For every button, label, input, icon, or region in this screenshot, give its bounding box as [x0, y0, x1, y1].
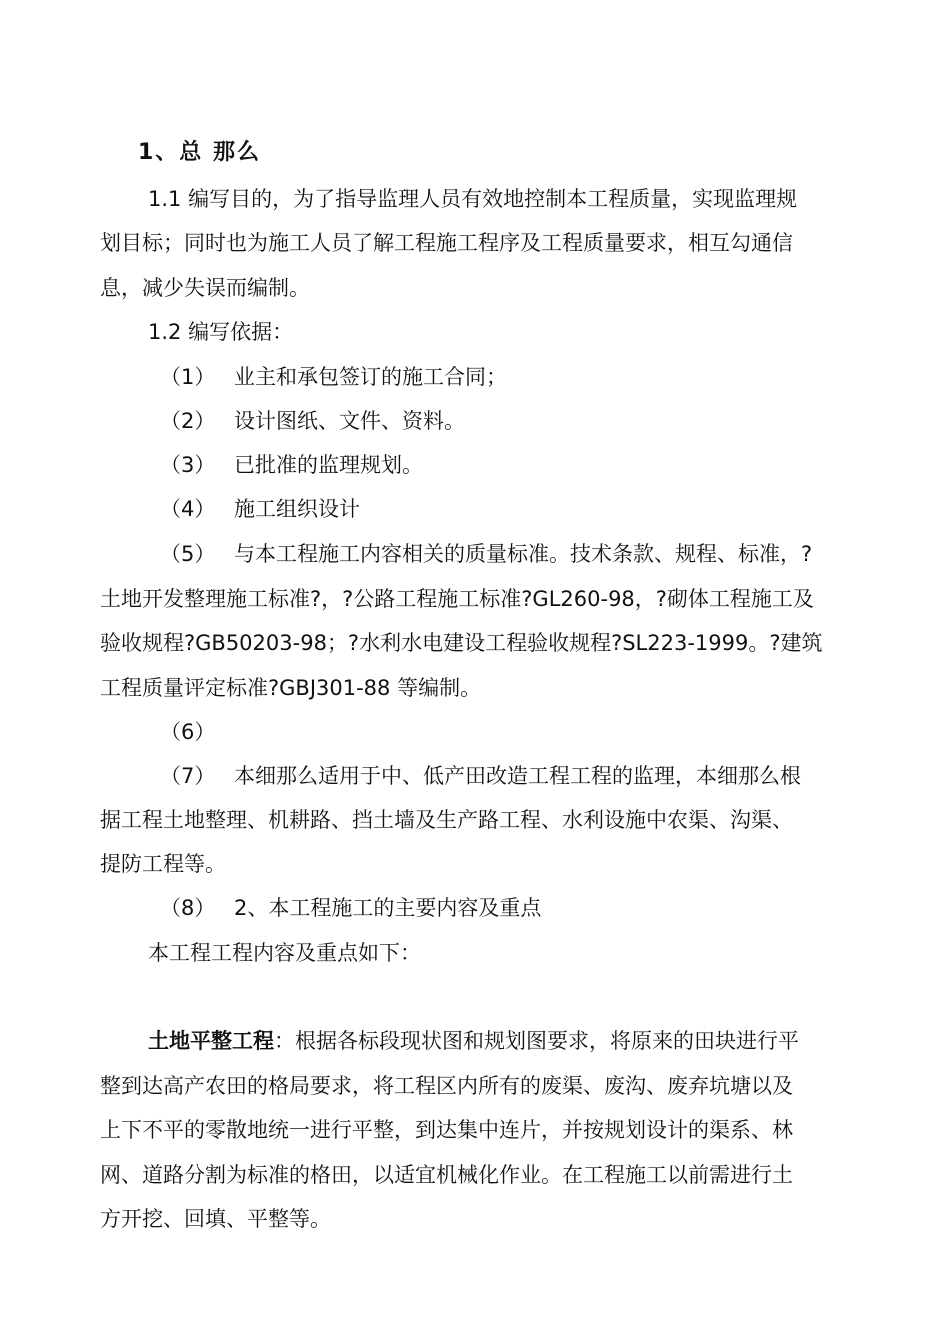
- list-item: [160, 761, 801, 791]
- list-item-continuation: 验收规程?GB50203-98；?水利水电建设工程验收规程?SL223-1999。?建筑: [100, 631, 823, 655]
- list-item-continuation: 土地开发整理施工标准?，?公路工程施工标准?GL260-98，?砌体工程施工及: [100, 587, 814, 611]
- section-heading: 1、总 那么: [138, 140, 261, 165]
- list-item-continuation: 工程质量评定标准?GBJ301-88 等编制。: [100, 676, 482, 700]
- list-item-number: （5）: [160, 542, 216, 566]
- para-land-line-5: 方开挖、回填、平整等。: [100, 1207, 331, 1231]
- list-item: [160, 539, 812, 569]
- list-item-number: （3）: [160, 453, 216, 477]
- list-item-number: （1）: [160, 365, 216, 389]
- list-item-text: 已批准的监理规划。: [234, 453, 423, 477]
- list-item-text: 施工组织设计: [234, 497, 360, 521]
- list-item: [160, 406, 465, 436]
- list-item-text: 设计图纸、文件、资料。: [234, 409, 465, 433]
- list-item-text: 本细那么适用于中、低产田改造工程工程的监理，本细那么根: [234, 764, 801, 788]
- list-item-number: （4）: [160, 497, 216, 521]
- list-item-number: （7）: [160, 764, 216, 788]
- list-item-continuation: 提防工程等。: [100, 852, 226, 876]
- list-item-continuation: 据工程土地整理、机耕路、挡土墙及生产路工程、水利设施中农渠、沟渠、: [100, 808, 793, 832]
- para-purpose-line-2: 划目标；同时也为施工人员了解工程施工程序及工程质量要求，相互勾通信: [100, 231, 793, 255]
- para-land-line-2: 整到达高产农田的格局要求，将工程区内所有的废渠、废沟、废弃坑塘以及: [100, 1074, 793, 1098]
- para-land-line-1: [148, 1026, 799, 1056]
- list-item-text: 与本工程施工内容相关的质量标准。技术条款、规程、标准，?: [234, 542, 813, 566]
- para-land-line-4: 网、道路分割为标准的格田，以适宜机械化作业。在工程施工以前需进行土: [100, 1163, 793, 1187]
- land-levelling-text: ：根据各标段现状图和规划图要求，将原来的田块进行平: [274, 1029, 799, 1053]
- list-item: [160, 450, 423, 480]
- list-item-number: （8）: [160, 896, 216, 920]
- list-item-number: （2）: [160, 409, 216, 433]
- para-purpose-line-1: 1.1 编写目的，为了指导监理人员有效地控制本工程质量，实现监理规: [148, 187, 798, 211]
- list-item: [160, 893, 541, 923]
- para-basis-line-1: 1.2 编写依据：: [148, 320, 294, 344]
- para-purpose-line-3: 息，减少失误而编制。: [100, 276, 310, 300]
- list-item: [160, 362, 507, 392]
- list-item: [160, 494, 360, 524]
- para-land-line-3: 上下不平的零散地统一进行平整，到达集中连片，并按规划设计的渠系、林: [100, 1118, 793, 1142]
- list-item-number: （6）: [160, 720, 216, 744]
- list-item: [160, 717, 234, 747]
- para-contents-intro: 本工程工程内容及重点如下：: [148, 941, 421, 965]
- land-levelling-label: 土地平整工程: [148, 1029, 274, 1053]
- list-item-text: 业主和承包签订的施工合同；: [234, 365, 507, 389]
- list-item-text: 2、本工程施工的主要内容及重点: [234, 896, 542, 920]
